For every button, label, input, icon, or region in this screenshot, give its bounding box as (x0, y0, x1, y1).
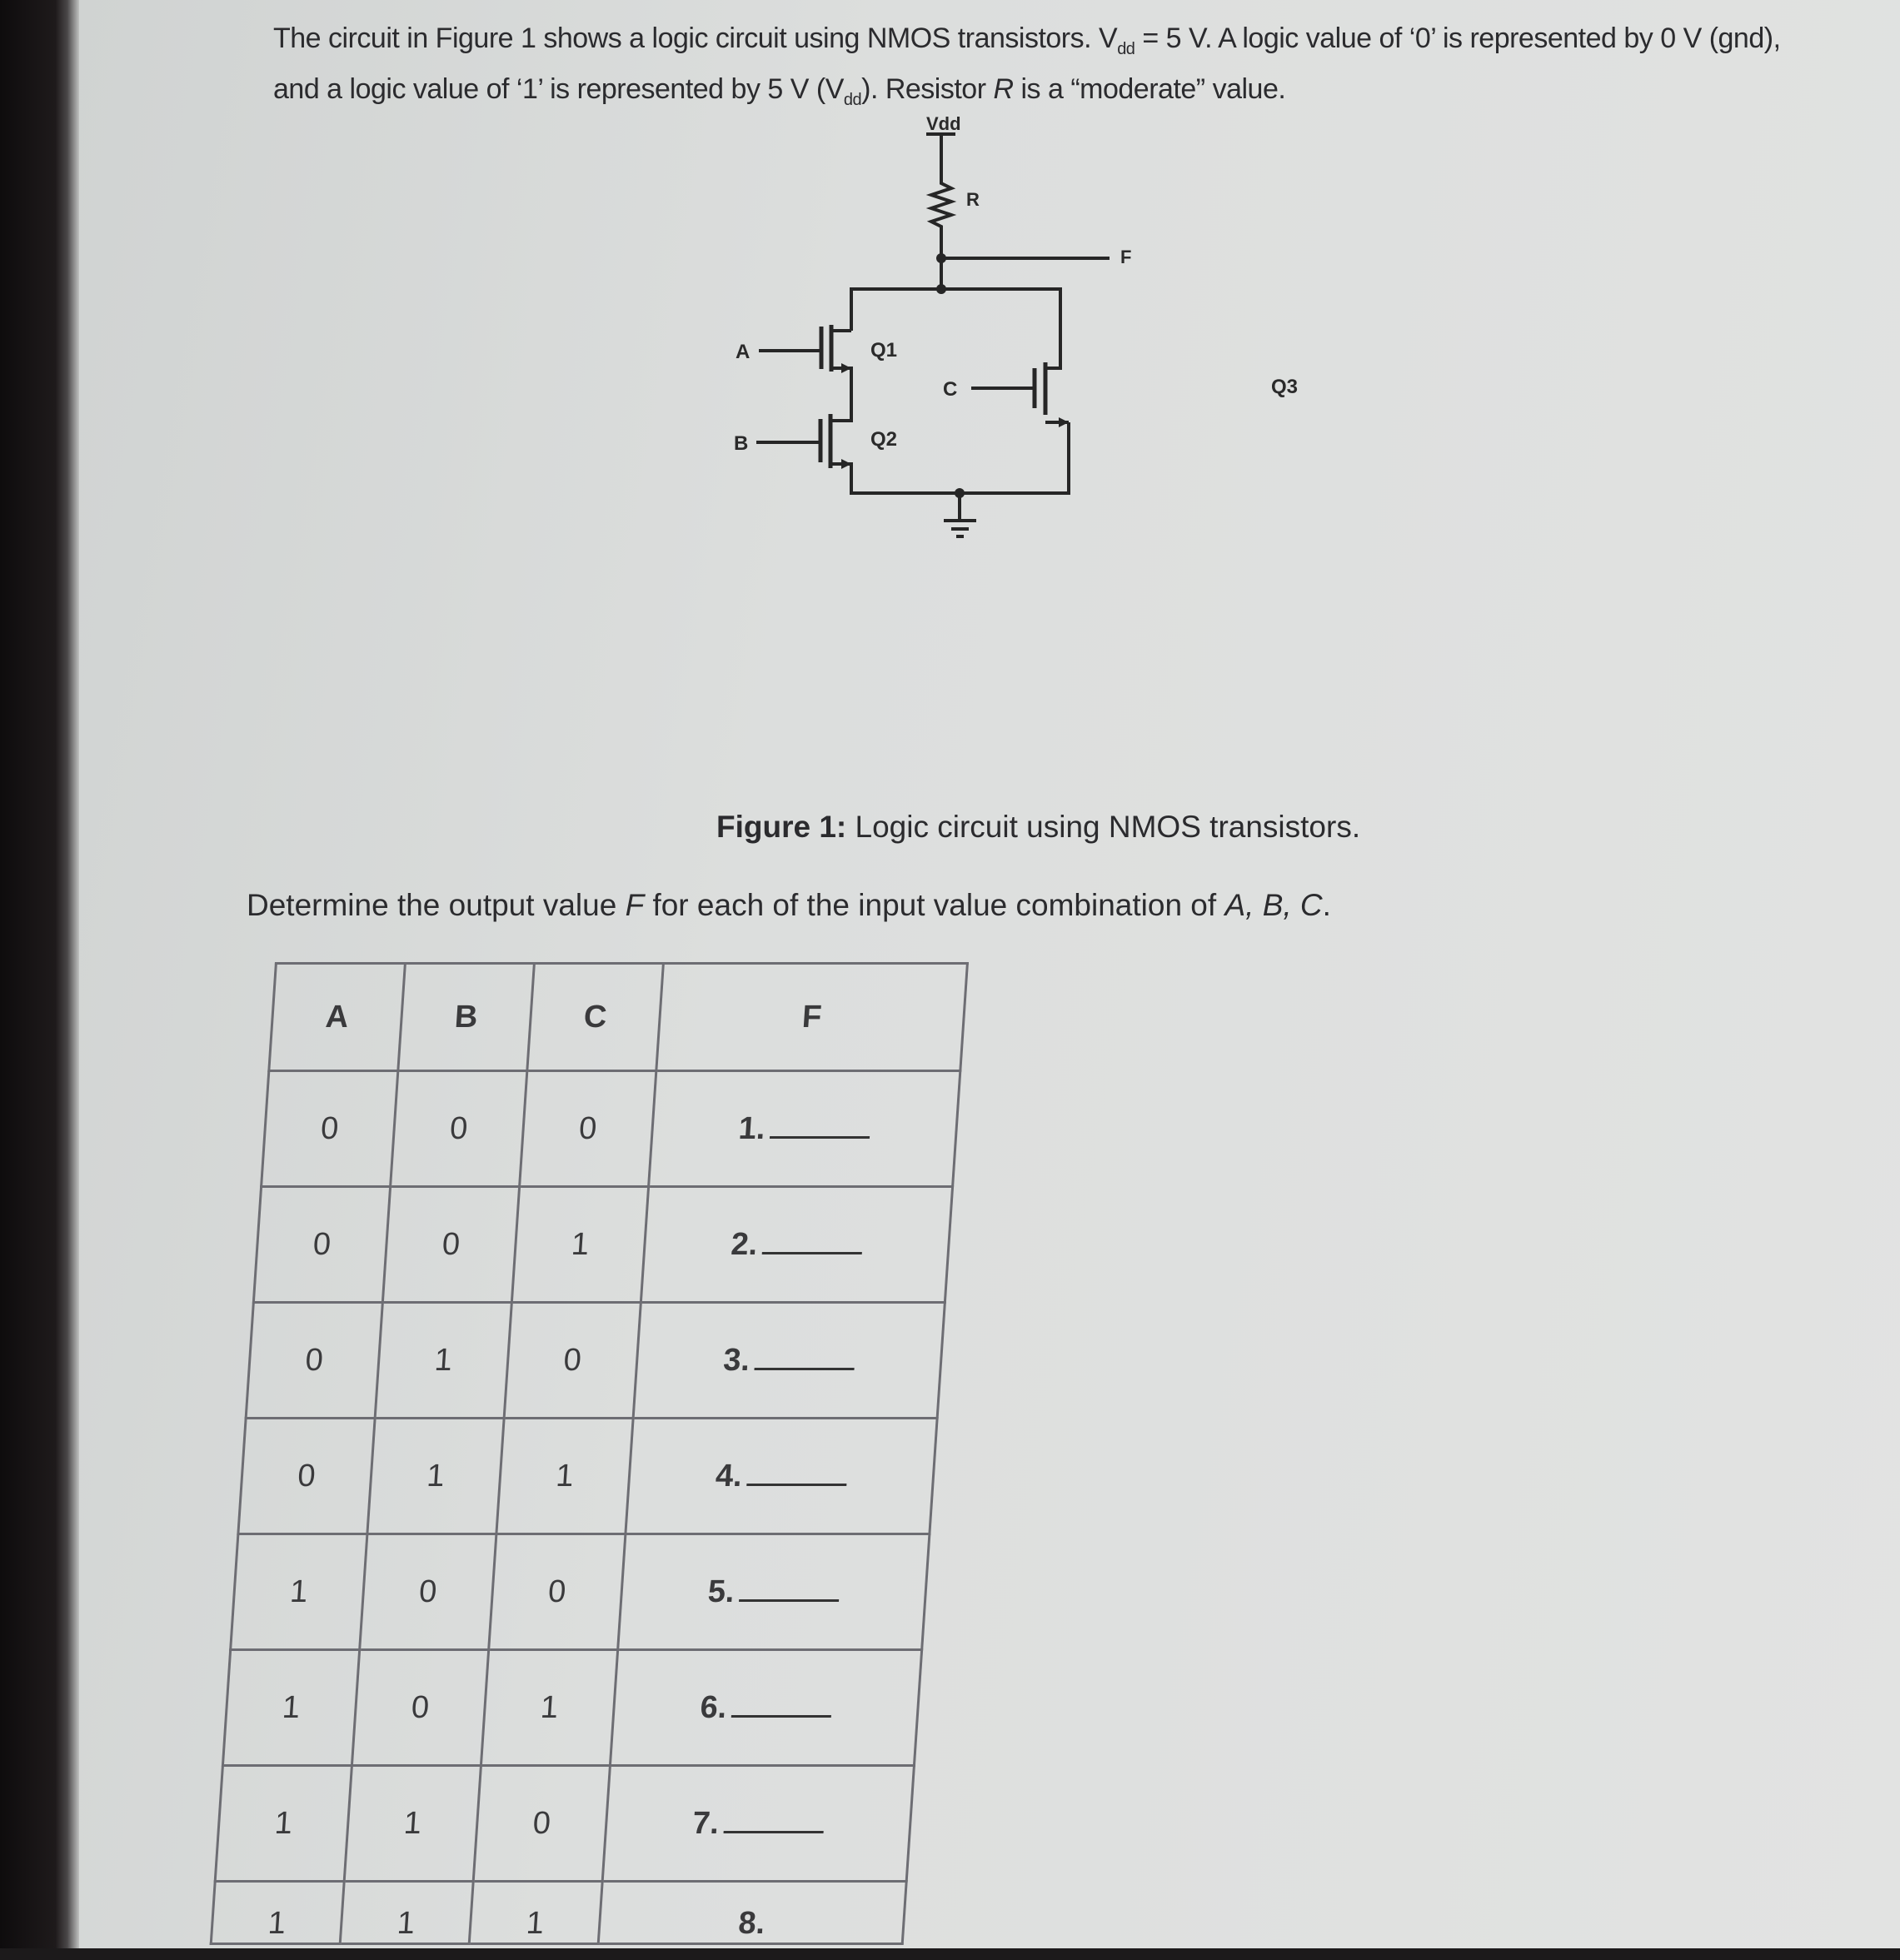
cell-b: 0 (360, 1534, 496, 1650)
cell-c: 0 (473, 1766, 610, 1882)
cell-a: 0 (262, 1071, 398, 1187)
cell-a: 1 (231, 1534, 367, 1650)
intro-text: = 5 V. A logic value of ‘0’ is represented by 0 V (gnd), and a logic value of ‘1’ is represented by 5 V (V (273, 22, 1781, 105)
answer-number: 1. (737, 1110, 766, 1146)
cell-b: 1 (367, 1419, 504, 1534)
question-var: F (625, 888, 645, 922)
vdd-label: Vdd (926, 113, 961, 134)
cell-a: 0 (246, 1303, 382, 1419)
cell-a: 1 (211, 1882, 344, 1944)
q2-label: Q2 (870, 428, 898, 451)
cell-c: 1 (469, 1882, 602, 1944)
header-b: B (398, 964, 535, 1071)
answer-number: 3. (722, 1342, 751, 1378)
cell-a: 1 (222, 1650, 359, 1766)
q1-label: Q1 (870, 339, 898, 362)
b-label: B (734, 432, 749, 455)
answer-blank[interactable] (762, 1227, 864, 1254)
answer-number: 4. (714, 1458, 744, 1494)
cell-a: 0 (238, 1419, 375, 1534)
cell-b: 1 (344, 1766, 481, 1882)
cell-c: 1 (496, 1419, 633, 1534)
table-row (231, 1534, 930, 1650)
table-header-row (269, 964, 968, 1071)
cell-c: 0 (520, 1071, 656, 1187)
answer-number: 2. (730, 1226, 759, 1262)
table-row (246, 1303, 945, 1419)
table-row (262, 1071, 960, 1187)
cell-f (618, 1534, 930, 1650)
intro-text: The circuit in Figure 1 shows a logic circuit using NMOS transistors. V (273, 22, 1118, 54)
cell-f (602, 1766, 914, 1882)
junction-dot (955, 488, 965, 498)
cell-c: 1 (511, 1187, 648, 1303)
table-row (222, 1650, 921, 1766)
table-row (215, 1766, 914, 1882)
cell-f (598, 1882, 906, 1944)
cell-b: 1 (375, 1303, 511, 1419)
cell-f (649, 1071, 960, 1187)
answer-blank[interactable] (770, 1111, 871, 1139)
answer-number: 8. (737, 1906, 766, 1941)
intro-text: is a “moderate” value. (1013, 72, 1286, 105)
junction-dot (936, 284, 946, 294)
answer-blank[interactable] (739, 1574, 840, 1602)
answer-blank[interactable] (754, 1343, 855, 1370)
cell-f (610, 1650, 921, 1766)
table-row (238, 1419, 937, 1534)
cell-b: 0 (382, 1187, 519, 1303)
cell-f (626, 1419, 937, 1534)
q3-label: Q3 (1271, 376, 1299, 398)
cell-a: 1 (215, 1766, 352, 1882)
subscript: dd (843, 90, 862, 109)
cell-f (633, 1303, 945, 1419)
truth-table (210, 962, 969, 1945)
cell-c: 1 (481, 1650, 617, 1766)
header-f: F (656, 964, 968, 1071)
cell-b: 0 (352, 1650, 488, 1766)
subscript: dd (1117, 39, 1135, 58)
cell-b: 0 (391, 1071, 527, 1187)
question-text (247, 888, 1331, 923)
cell-a: 0 (253, 1187, 390, 1303)
device-bezel-bottom (0, 1948, 1900, 1960)
answer-blank[interactable] (731, 1690, 833, 1718)
header-c: C (527, 964, 664, 1071)
question-var: A, B, C (1224, 888, 1323, 922)
r-label: R (966, 189, 980, 210)
header-a: A (269, 964, 406, 1071)
table-row (211, 1882, 906, 1944)
cell-c: 0 (489, 1534, 626, 1650)
answer-number: 5. (706, 1573, 736, 1609)
answer-blank[interactable] (746, 1459, 848, 1486)
junction-dot (936, 253, 946, 263)
resistor-r (931, 134, 951, 289)
answer-number: 6. (699, 1689, 728, 1725)
cell-b: 1 (340, 1882, 473, 1944)
a-label: A (736, 341, 751, 363)
caption-label: Figure 1: (716, 810, 847, 844)
caption-text: Logic circuit using NMOS transistors. (846, 810, 1361, 844)
question-part: Determine the output value (247, 888, 626, 922)
question-part: for each of the input value combination of (644, 888, 1225, 922)
table-row (253, 1187, 952, 1303)
resistor-symbol: R (993, 72, 1014, 105)
f-label: F (1120, 247, 1132, 267)
cell-f (641, 1187, 952, 1303)
intro-text: ). Resistor (861, 72, 994, 105)
figure-caption (716, 810, 1360, 845)
answer-blank[interactable] (723, 1806, 825, 1833)
cell-c: 0 (504, 1303, 641, 1419)
c-label: C (943, 378, 958, 401)
answer-number: 7. (691, 1805, 721, 1841)
question-part: . (1322, 888, 1331, 922)
